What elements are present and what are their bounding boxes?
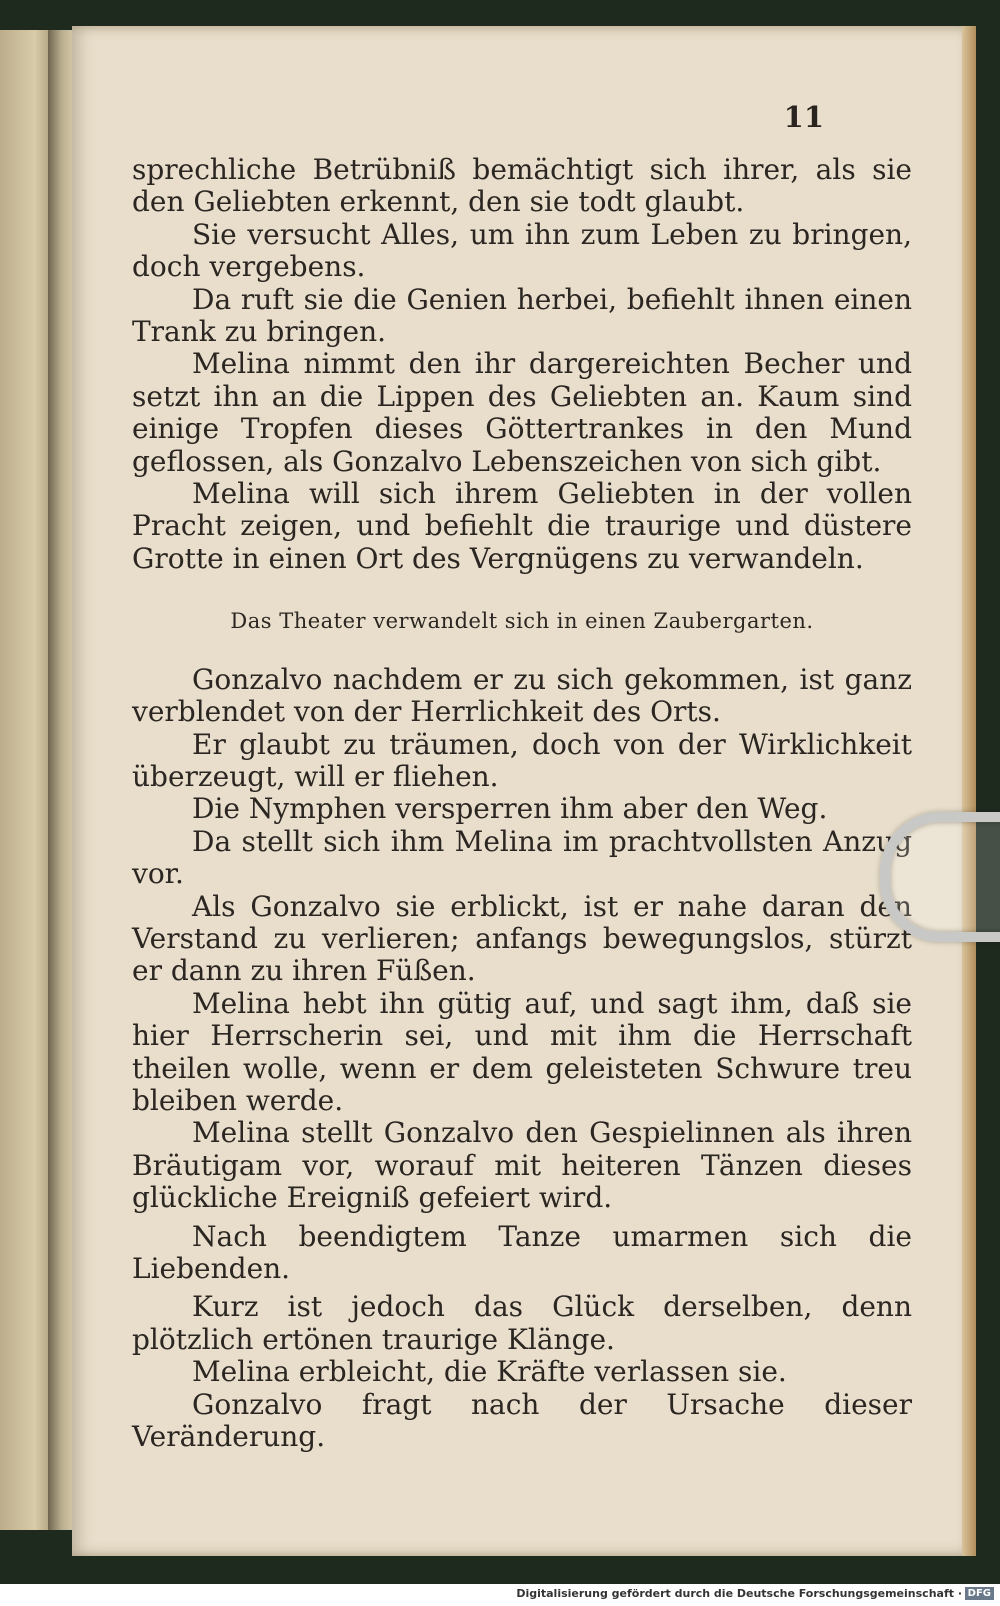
footer-credit: Digitalisierung gefördert durch die Deutsche Forschungsgemeinschaft · <box>516 1587 962 1600</box>
book-page <box>72 26 972 1556</box>
paragraph-3: Da ruft sie die Genien herbei, befiehlt ihnen einen Trank zu bringen. <box>132 282 912 349</box>
stage-direction: Das Theater verwandelt sich in einen Zaubergarten. <box>230 609 814 634</box>
paragraph-13: Nach beendigtem Tanze umarmen sich die Liebenden. <box>132 1219 912 1285</box>
page-number: 11 <box>783 100 824 134</box>
paper-clip-icon <box>880 812 1000 942</box>
paragraph-16: Gonzalvo fragt nach der Ursache dieser Veränderung. <box>132 1387 912 1454</box>
paragraph-8: Die Nymphen versperren ihm aber den Weg. <box>192 792 828 826</box>
paragraph-6: Gonzalvo nachdem er zu sich gekommen, ist ganz verblendet von der Herrlichkeit des Orts. <box>132 662 912 729</box>
footer-bar <box>0 1584 1000 1606</box>
paragraph-4: Melina nimmt den ihr dargereichten Becher und setzt ihn an die Lippen des Geliebten an. Kaum sind einige Tropfen dieses Göttertrankes in den Mund geflossen, als Gonzalvo Lebenszeichen von sich gibt. <box>132 347 912 478</box>
dfg-logo-icon: DFG <box>965 1587 994 1600</box>
paragraph-14: Kurz ist jedoch das Glück derselben, denn plötzlich ertönen traurige Klänge. <box>132 1290 912 1356</box>
paragraph-7: Er glaubt zu träumen, doch von der Wirklichkeit überzeugt, will er fliehen. <box>132 727 912 793</box>
page-stack-edge <box>962 26 976 1556</box>
paragraph-10: Als Gonzalvo sie erblickt, ist er nahe daran den Verstand zu verlieren; anfangs bewegungslos, stürzt er dann zu ihren Füßen. <box>132 889 912 988</box>
paragraph-15: Melina erbleicht, die Kräfte verlassen sie. <box>192 1355 787 1389</box>
paragraph-2: Sie versucht Alles, um ihn zum Leben zu bringen, doch vergebens. <box>132 217 912 284</box>
paragraph-1: sprechliche Betrübniß bemächtigt sich ihrer, als sie den Geliebten erkennt, den sie todt glaubt. <box>132 153 912 219</box>
paragraph-12: Melina stellt Gonzalvo den Gespielinnen als ihren Bräutigam vor, worauf mit heiteren Tänzen dieses glückliche Ereigniß gefeiert wird. <box>132 1116 912 1215</box>
paragraph-9: Da stellt sich ihm Melina im prachtvollsten Anzug vor. <box>132 824 912 891</box>
paragraph-11: Melina hebt ihn gütig auf, und sagt ihm, daß sie hier Herrscherin sei, und mit ihm die Herrschaft theilen wolle, wenn er dem geleisteten Schwure treu bleiben werde. <box>132 986 912 1117</box>
page-text <box>132 154 912 1453</box>
paragraph-5: Melina will sich ihrem Geliebten in der vollen Pracht zeigen, und befiehlt die traurige und düstere Grotte in einen Ort des Vergnügens zu verwandeln. <box>132 477 912 575</box>
